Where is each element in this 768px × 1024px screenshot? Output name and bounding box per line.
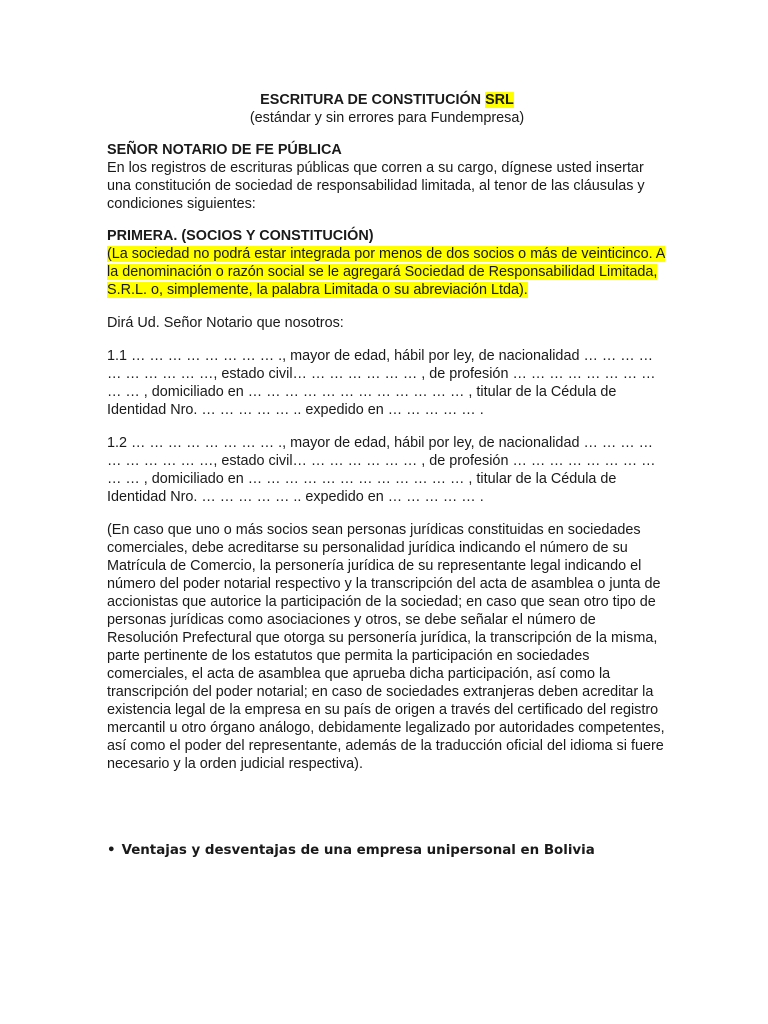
partner-1-paragraph: 1.1 … … … … … … … … ., mayor de edad, hábil por ley, de nacionalidad … … … … … … … … … …, estado civil… … … … … … … , de profesión … … … … … … … … … … , domiciliado en … … … … … … … … … … … … , titular de la Cédula de Identidad Nro. … … … … … .. expedido en … … … … … . [107, 348, 656, 418]
clause-first-note-text: (La sociedad no podrá estar integrada por menos de dos socios o más de veinticinco. A la denominación o razón social se le agregará Sociedad de Responsabilidad Limitada, S.R.L. o, simplemente, la palabra Limitada o su abreviación Ltda). [107, 246, 666, 298]
opening-paragraph: Dirá Ud. Señor Notario que nosotros: [107, 315, 344, 331]
addressee-heading: SEÑOR NOTARIO DE FE PÚBLICA [107, 142, 342, 158]
intro-paragraph: En los registros de escrituras públicas que corren a su cargo, dígnese usted insertar una constitución de sociedad de responsabilidad limitada, al tenor de las cláusulas y condiciones siguientes: [107, 160, 645, 212]
legal-entities-paragraph: (En caso que uno o más socios sean personas jurídicas constituidas en sociedades comerciales, debe acreditarse su personalidad jurídica indicando el número de su Matrícula de Comercio, la personería jurídica de su representante legal indicando el número del poder notarial respectivo y la transcripción del acta de asamblea o junta de accionistas que autorice la participación de la sociedad; en caso que sean otro tipo de personas jurídicas como asociaciones y otros, se debe señalar el número de Resolución Prefectural que otorga su personería jurídica, la transcripción de la misma, parte pertinente de los estatutos que permita la participación en sociedades comerciales, el acta de asamblea que aprueba dicha participación, así como la transcripción del poder notarial; en caso de sociedades extranjeras deben acreditar la existencia legal de la empresa en su país de origen a través del certificado del registro mercantil u otro órgano análogo, debidamente legalizado por autoridades competentes, así como el poder del representante, además de la traducción oficial del idioma si fuere necesario y la orden judicial respectiva). [107, 522, 665, 772]
document-subtitle: (estándar y sin errores para Fundempresa) [249, 110, 525, 126]
clause-first-note [107, 245, 667, 299]
related-link-item[interactable] [107, 843, 595, 858]
document-title-highlight: SRL [485, 92, 514, 108]
title-block [107, 91, 667, 127]
document-page [107, 91, 667, 773]
partner-2-paragraph: 1.2 … … … … … … … … ., mayor de edad, hábil por ley, de nacionalidad … … … … … … … … … …, estado civil… … … … … … … , de profesión … … … … … … … … … … , domiciliado en … … … … … … … … … … … … , titular de la Cédula de Identidad Nro. … … … … … .. expedido en … … … … … . [107, 435, 656, 505]
bullet-icon: • [107, 843, 116, 858]
related-link-text[interactable]: Ventajas y desventajas de una empresa unipersonal en Bolivia [121, 843, 595, 858]
document-title: ESCRITURA DE CONSTITUCIÓN [260, 92, 482, 108]
clause-first-heading: PRIMERA. (SOCIOS Y CONSTITUCIÓN) [107, 228, 374, 244]
